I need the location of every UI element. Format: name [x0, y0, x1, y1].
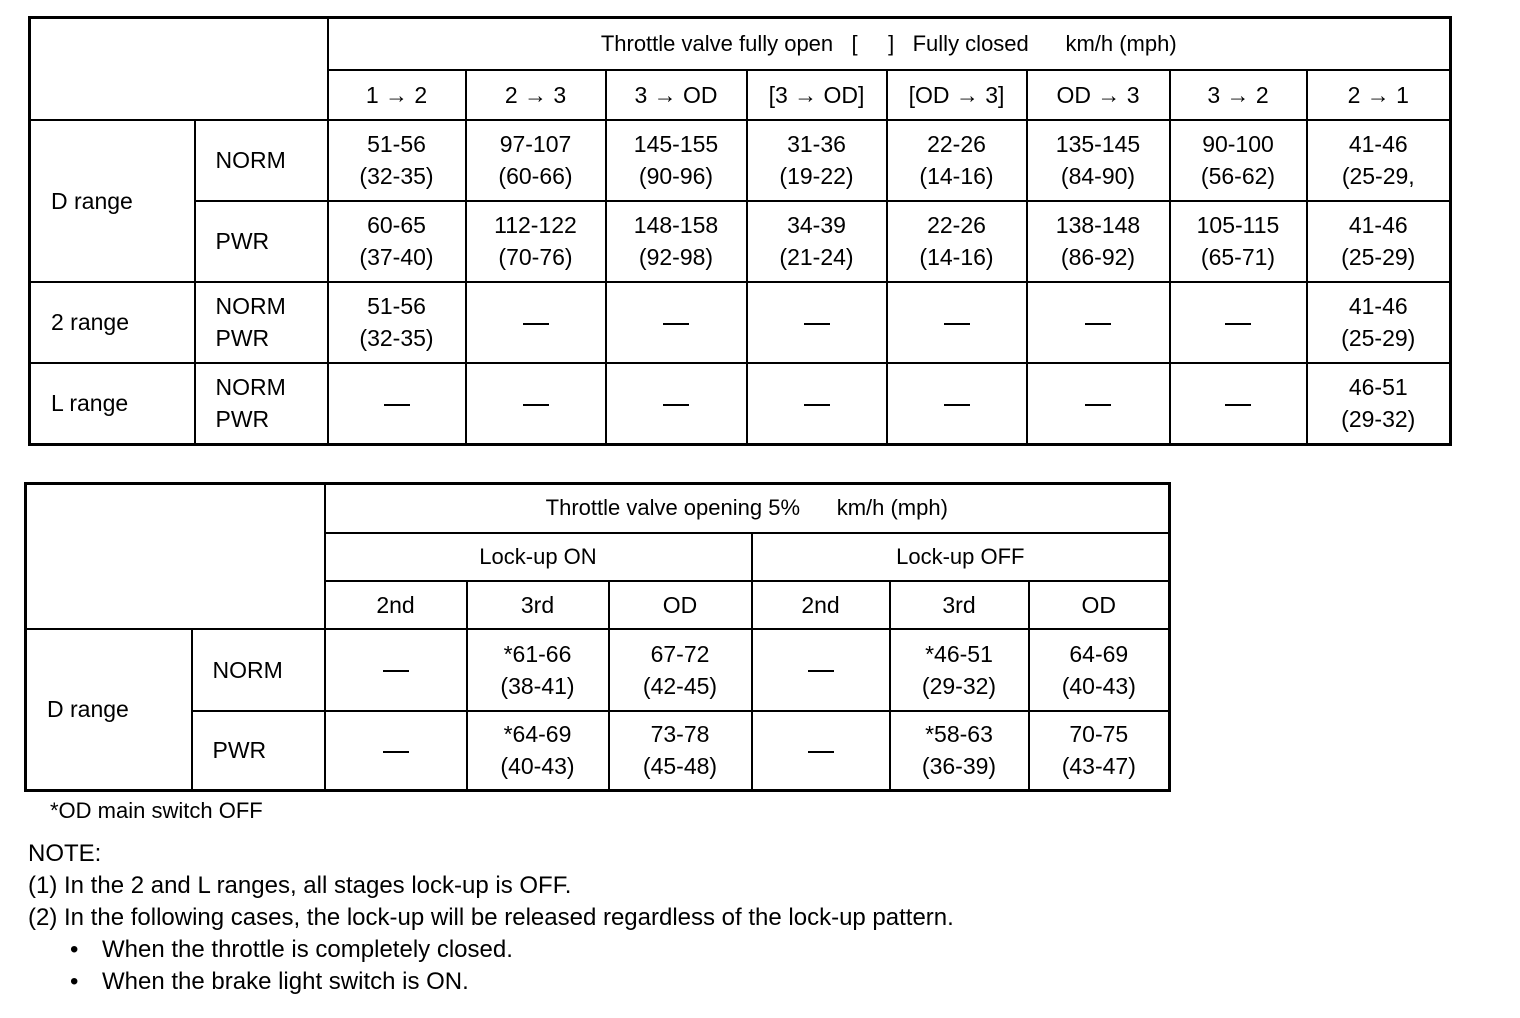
cell-line-secondary: (19-22) [779, 163, 854, 189]
corner-cell [30, 18, 328, 120]
table2-header: Throttle valve opening 5% km/h (mph) [325, 484, 1170, 533]
range-label: D range [30, 120, 195, 282]
lockup-speed-table [24, 482, 1171, 792]
mode-label: PWR [192, 711, 325, 791]
data-cell [1170, 282, 1307, 363]
column-header: 3rd [890, 581, 1029, 629]
data-cell [466, 201, 606, 282]
column-header: [OD → 3] [887, 70, 1027, 120]
data-cell [609, 629, 752, 711]
table-row [26, 629, 1170, 711]
cell-line-secondary: (40-43) [1061, 672, 1136, 699]
data-cell [887, 363, 1027, 445]
range-label: D range [26, 629, 192, 791]
table-row [30, 120, 1451, 201]
data-cell [1027, 363, 1170, 445]
mode-label: NORM [192, 629, 325, 711]
column-header: OD → 3 [1027, 70, 1170, 120]
cell-line-secondary: PWR [215, 325, 270, 351]
data-cell [606, 201, 747, 282]
group-header: Lock-up OFF [752, 533, 1170, 581]
data-cell [1027, 282, 1170, 363]
cell-line-primary: 34-39 [787, 212, 846, 238]
data-cell [1170, 201, 1307, 282]
cell-line-primary: 51-56 [367, 131, 426, 157]
cell-line-secondary: (29-32) [921, 672, 997, 699]
cell-line-primary: 145-155 [633, 131, 719, 157]
empty-dash [383, 751, 409, 753]
table-row [26, 711, 1170, 791]
note-bullet: • When the brake light switch is ON. [28, 966, 954, 998]
cell-line-secondary: (84-90) [1060, 163, 1136, 189]
column-header: 2nd [325, 581, 467, 629]
cell-line-primary: 22-26 [927, 212, 986, 238]
group-header: Lock-up ON [325, 533, 752, 581]
cell-line-primary: *46-51 [925, 640, 993, 667]
cell-line-primary: 64-69 [1069, 640, 1129, 667]
data-cell [752, 711, 890, 791]
table1-header: Throttle valve fully open [ ] Fully closed km/h (mph) [328, 18, 1451, 70]
cell-line-primary: 22-26 [927, 131, 986, 157]
data-cell [747, 363, 887, 445]
data-cell [325, 711, 467, 791]
column-header: 1 → 2 [328, 70, 466, 120]
empty-dash [523, 323, 549, 325]
empty-dash [804, 323, 830, 325]
cell-line-secondary: (36-39) [921, 753, 997, 780]
data-cell [1307, 120, 1451, 201]
data-cell [466, 363, 606, 445]
cell-line-secondary: (21-24) [779, 244, 854, 270]
cell-line-primary: *61-66 [503, 640, 572, 667]
empty-dash [1085, 404, 1111, 406]
cell-line-secondary: (90-96) [638, 163, 714, 189]
column-header: OD [609, 581, 752, 629]
cell-line-primary: 41-46 [1348, 131, 1408, 157]
data-cell [1307, 201, 1451, 282]
cell-line-primary: 135-145 [1055, 131, 1141, 157]
cell-line-primary: 112-122 [494, 212, 577, 238]
cell-line-secondary: PWR [215, 406, 270, 433]
cell-line-secondary: (86-92) [1060, 244, 1136, 270]
data-cell [887, 120, 1027, 201]
data-cell [467, 629, 609, 711]
cell-line-primary: *58-63 [925, 721, 993, 748]
data-cell [606, 282, 747, 363]
empty-dash [523, 404, 549, 406]
cell-line-secondary: (32-35) [359, 325, 434, 351]
column-header: 2 → 3 [466, 70, 606, 120]
empty-dash [804, 404, 830, 406]
empty-dash [663, 404, 689, 406]
cell-line-secondary: (38-41) [500, 672, 575, 699]
data-cell [890, 711, 1029, 791]
footnote: *OD main switch OFF [50, 798, 263, 823]
cell-line-secondary: (65-71) [1200, 244, 1276, 270]
cell-line-secondary: (25-29, [1341, 163, 1415, 189]
empty-dash [808, 751, 834, 753]
cell-line-primary: 67-72 [650, 640, 710, 667]
data-cell [1027, 120, 1170, 201]
column-header: OD [1029, 581, 1170, 629]
empty-dash [944, 404, 970, 406]
cell-line-primary: *64-69 [503, 721, 572, 748]
cell-line-primary: 90-100 [1202, 131, 1274, 157]
cell-line-secondary: (43-47) [1061, 753, 1136, 780]
cell-line-secondary: (25-29) [1341, 325, 1416, 351]
corner-cell [26, 484, 325, 629]
empty-dash [808, 670, 834, 672]
data-cell [747, 282, 887, 363]
cell-line-primary: NORM [215, 374, 286, 401]
data-cell [1307, 282, 1451, 363]
data-cell [1170, 120, 1307, 201]
mode-label [195, 282, 328, 363]
cell-line-primary: 105-115 [1196, 212, 1280, 238]
column-header: 2 → 1 [1307, 70, 1451, 120]
data-cell [1029, 629, 1170, 711]
data-cell [1027, 201, 1170, 282]
cell-line-secondary: (40-43) [500, 753, 575, 780]
data-cell [606, 120, 747, 201]
data-cell [328, 201, 466, 282]
table-row [30, 282, 1451, 363]
cell-line-primary: 70-75 [1069, 721, 1129, 748]
data-cell [887, 282, 1027, 363]
cell-line-primary: 51-56 [367, 293, 426, 319]
cell-line-primary: 31-36 [787, 131, 846, 157]
cell-line-primary: 41-46 [1348, 212, 1408, 238]
cell-line-secondary: (14-16) [919, 244, 994, 270]
cell-line-secondary: (32-35) [359, 163, 434, 189]
data-cell [325, 629, 467, 711]
data-cell [606, 363, 747, 445]
data-cell [609, 711, 752, 791]
notes-title: NOTE: [28, 840, 102, 867]
data-cell [328, 282, 466, 363]
mode-label: PWR [195, 201, 328, 282]
cell-line-primary: 97-107 [499, 131, 572, 157]
column-header: 2nd [752, 581, 890, 629]
column-header: 3 → OD [606, 70, 747, 120]
cell-line-secondary: (56-62) [1200, 163, 1276, 189]
table-row [30, 363, 1451, 445]
data-cell [466, 282, 606, 363]
data-cell [747, 120, 887, 201]
mode-label [195, 363, 328, 445]
data-cell [1307, 363, 1451, 445]
cell-line-primary: 148-158 [633, 212, 719, 238]
cell-line-secondary: (42-45) [642, 672, 718, 699]
data-cell [1029, 711, 1170, 791]
empty-dash [384, 404, 410, 406]
shift-speed-table [28, 16, 1452, 446]
cell-line-secondary: (14-16) [919, 163, 994, 189]
notes-section [28, 838, 954, 998]
empty-dash [663, 323, 689, 325]
column-header: [3 → OD] [747, 70, 887, 120]
data-cell [747, 201, 887, 282]
note-item: (2) In the following cases, the lock-up will be released regardless of the lock-up pattern. [28, 904, 954, 931]
column-header: 3 → 2 [1170, 70, 1307, 120]
cell-line-primary: 73-78 [650, 721, 710, 748]
cell-line-primary: 46-51 [1348, 374, 1408, 401]
column-header: 3rd [467, 581, 609, 629]
data-cell [466, 120, 606, 201]
cell-line-secondary: (60-66) [498, 163, 573, 189]
mode-label: NORM [195, 120, 328, 201]
cell-line-secondary: (45-48) [642, 753, 718, 780]
cell-line-secondary: (92-98) [638, 244, 714, 270]
data-cell [887, 201, 1027, 282]
cell-line-primary: 41-46 [1348, 293, 1408, 319]
data-cell [752, 629, 890, 711]
data-cell [328, 120, 466, 201]
data-cell [1170, 363, 1307, 445]
range-label: L range [30, 363, 195, 445]
empty-dash [383, 670, 409, 672]
table-row [30, 201, 1451, 282]
range-label: 2 range [30, 282, 195, 363]
empty-dash [1085, 323, 1111, 325]
empty-dash [944, 323, 970, 325]
cell-line-primary: 60-65 [367, 212, 426, 238]
note-bullet: • When the throttle is completely closed. [28, 934, 954, 966]
cell-line-secondary: (29-32) [1341, 406, 1416, 433]
empty-dash [1225, 404, 1251, 406]
note-item: (1) In the 2 and L ranges, all stages lock-up is OFF. [28, 872, 572, 899]
cell-line-primary: 138-148 [1055, 212, 1141, 238]
cell-line-secondary: (25-29) [1341, 244, 1416, 270]
data-cell [328, 363, 466, 445]
cell-line-secondary: (70-76) [498, 244, 573, 270]
cell-line-secondary: (37-40) [359, 244, 434, 270]
cell-line-primary: NORM [215, 293, 286, 319]
data-cell [890, 629, 1029, 711]
empty-dash [1225, 323, 1251, 325]
data-cell [467, 711, 609, 791]
